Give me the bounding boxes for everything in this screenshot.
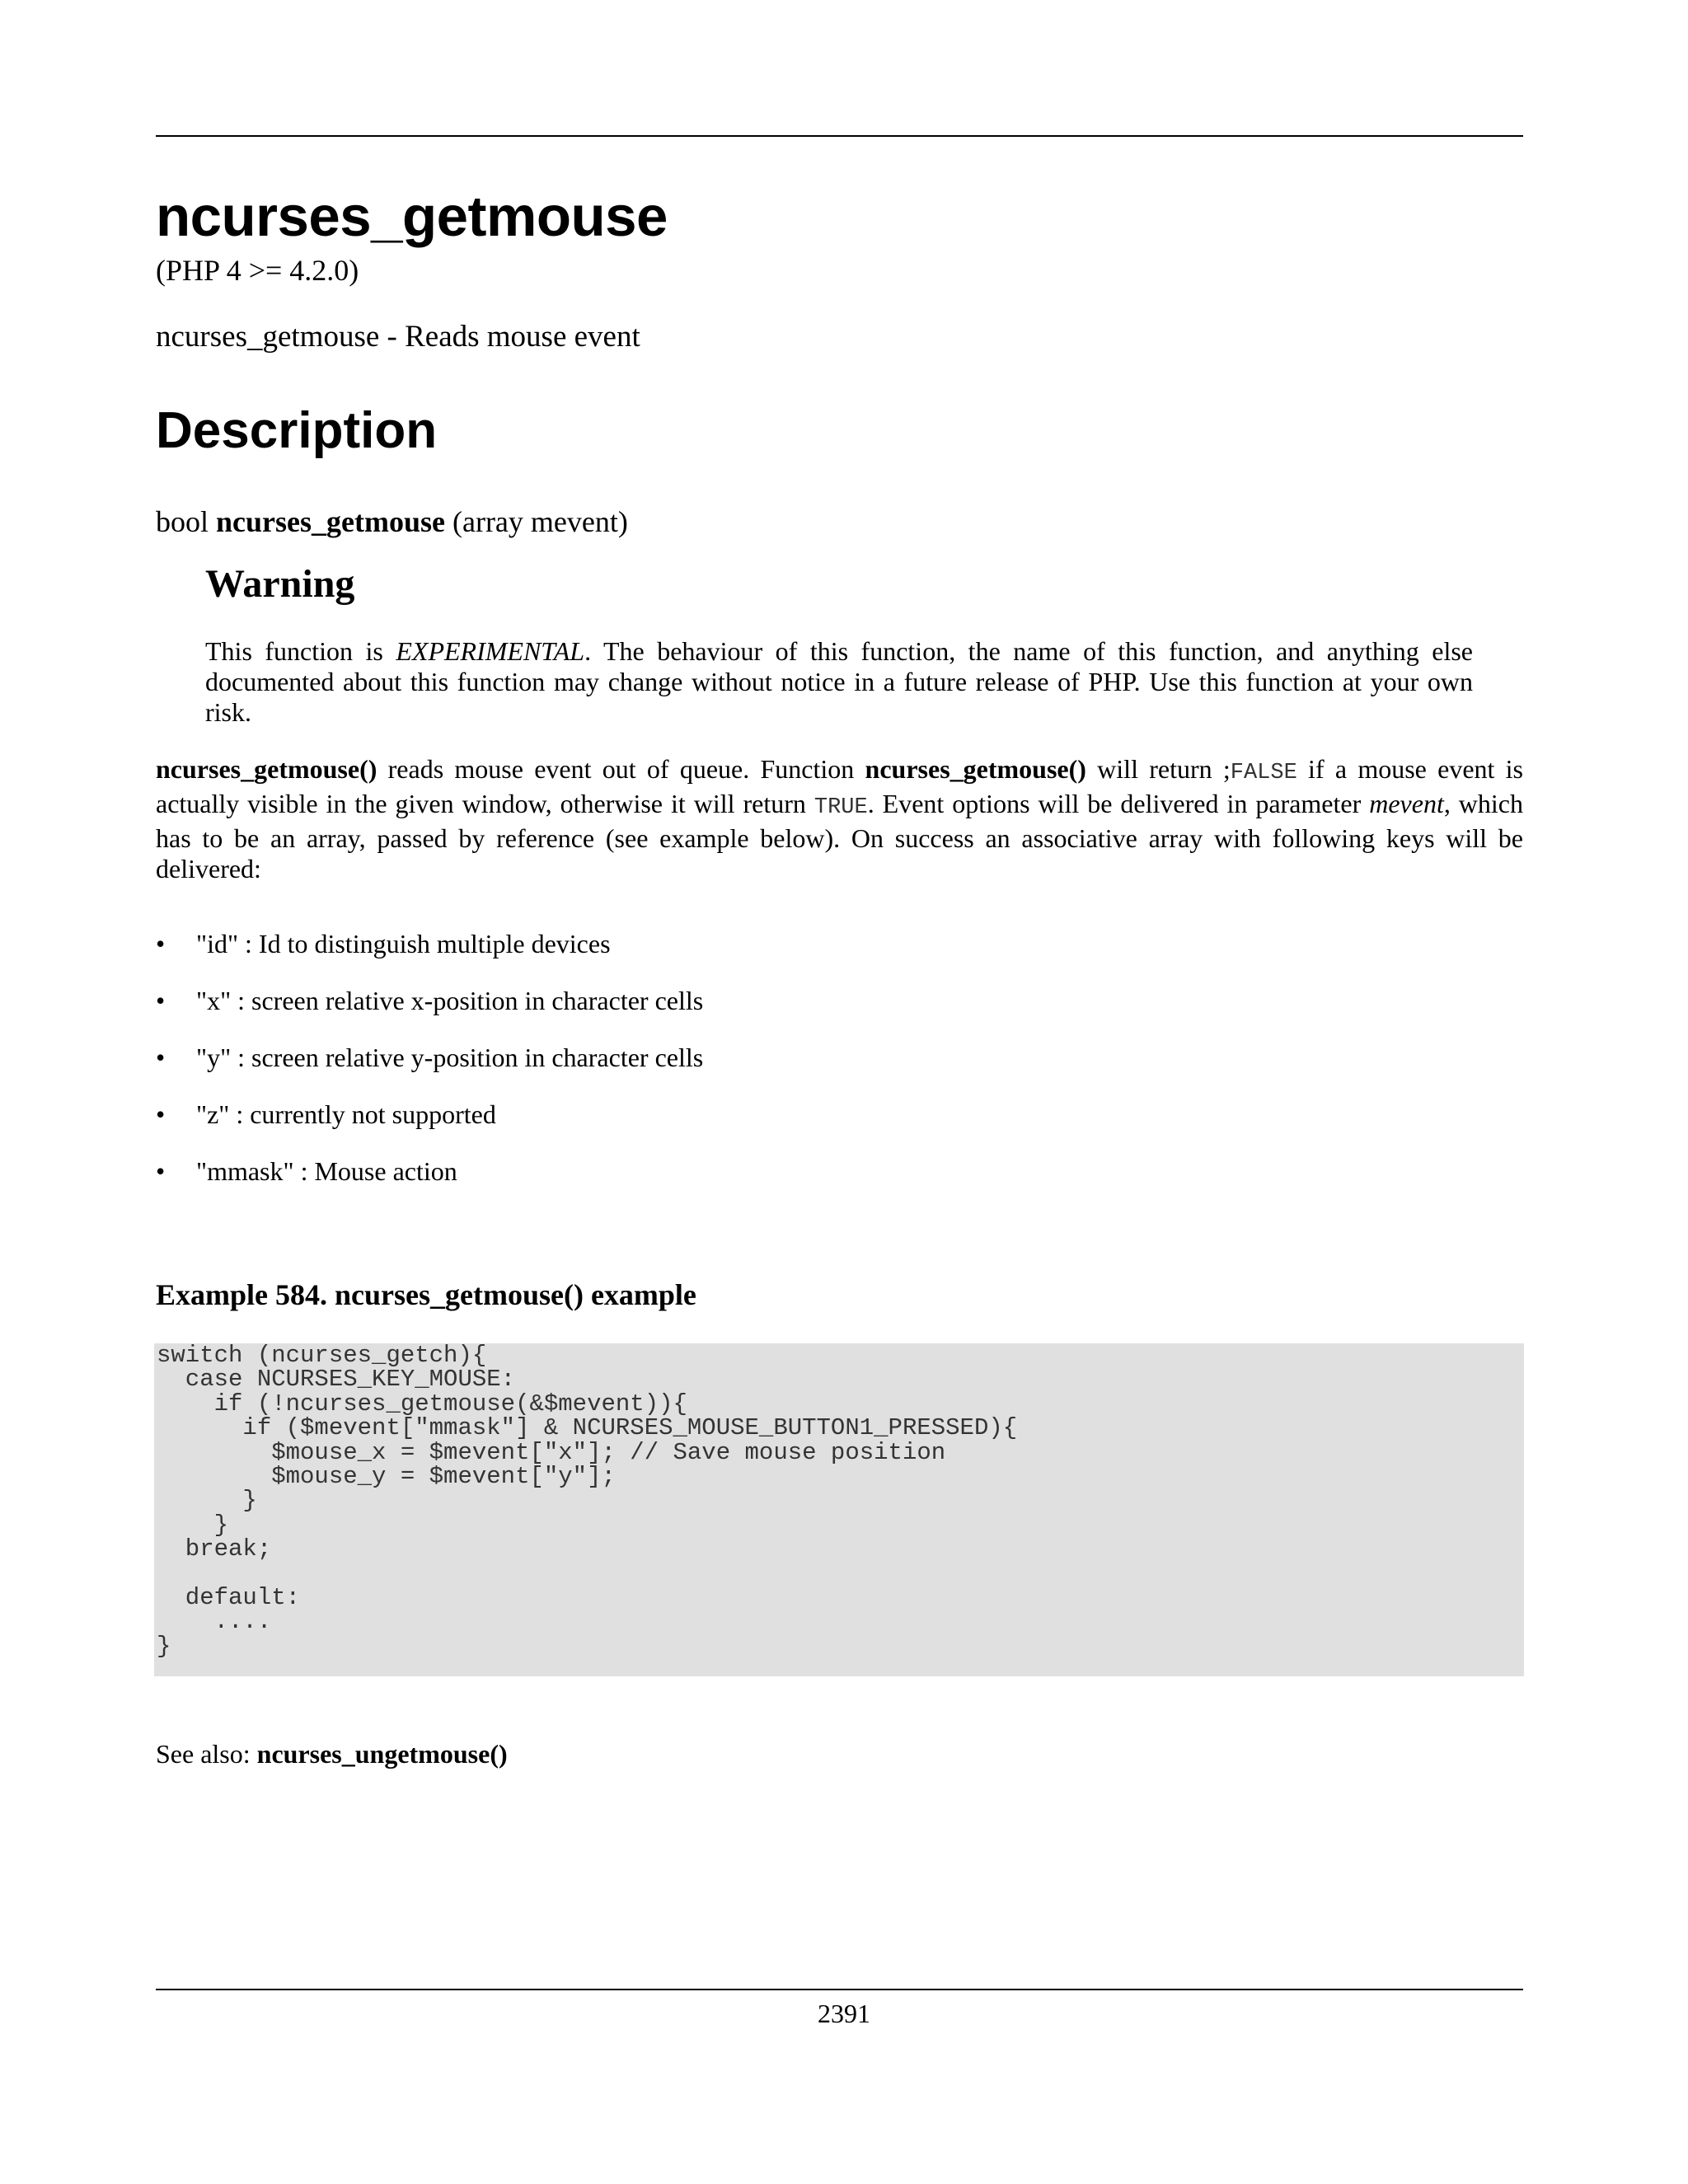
false-constant: FALSE [1230, 761, 1297, 785]
bullet-icon: • [156, 986, 166, 1015]
warning-text [205, 636, 1473, 728]
list-item [156, 929, 1475, 959]
bullet-icon: • [156, 1099, 166, 1129]
page-number: 2391 [818, 1999, 870, 2028]
list-item [156, 1099, 1475, 1130]
list-item-text: "y" : screen relative y-position in character cells [196, 1043, 704, 1072]
list-item [156, 1156, 1475, 1187]
synopsis-params: (array mevent) [452, 505, 628, 538]
true-constant: TRUE [814, 795, 868, 820]
ref-purpose: ncurses_getmouse - Reads mouse event [156, 320, 640, 354]
version-info: (PHP 4 >= 4.2.0) [156, 254, 359, 287]
keys-list [156, 929, 1475, 1213]
list-item [156, 986, 1475, 1016]
bullet-icon: • [156, 1156, 166, 1186]
warning-heading: Warning [205, 562, 355, 606]
para-text-1: reads mouse event out of queue. Function [377, 754, 865, 784]
synopsis-function-name: ncurses_getmouse [216, 505, 445, 538]
see-also [156, 1740, 508, 1769]
bullet-icon: • [156, 1043, 166, 1072]
synopsis-return-type: bool [156, 505, 209, 538]
para-text-2: will return ; [1085, 754, 1231, 784]
para-text-3: if a mouse event is actually visible in the given window, otherwise it will return [156, 754, 1524, 818]
list-item [156, 1043, 1475, 1073]
function-ref-1: ncurses_getmouse() [156, 754, 377, 784]
header-rule [156, 135, 1523, 137]
list-item-text: "x" : screen relative x-position in character cells [196, 986, 704, 1015]
page-title: ncurses_getmouse [156, 185, 668, 248]
param-mevent: mevent [1369, 789, 1444, 818]
list-item-text: "mmask" : Mouse action [196, 1156, 457, 1186]
warning-experimental: EXPERIMENTAL [396, 636, 585, 666]
para-text-5: , which has to be an array, passed by reference (see example below). On success an associative array with following keys will be delivered: [156, 789, 1524, 883]
warning-text-before: This function is [205, 636, 396, 666]
bullet-icon: • [156, 929, 166, 958]
code-listing: switch (ncurses_getch){ case NCURSES_KEY_MOUSE: if (!ncurses_getmouse(&$mevent)){ if ($mevent["mmask"] & NCURSES_MOUSE_BUTTON1_PRESSED){ $mouse_x = $mevent["x"]; // Save mouse position $mouse_y = $mevent["y"]; } } break; default: .... } [157, 1342, 1018, 1660]
code-example [154, 1343, 1524, 1676]
description-paragraph [156, 754, 1523, 884]
warning-text-after: . The behaviour of this function, the name of this function, and anything else documented about this function may change without notice in a future release of PHP. Use this function at your own risk. [205, 636, 1474, 727]
para-text-4: . Event options will be delivered in parameter [867, 789, 1370, 818]
function-ref-2: ncurses_getmouse() [865, 754, 1086, 784]
see-also-link[interactable]: ncurses_ungetmouse() [256, 1739, 508, 1769]
list-item-text: "id" : Id to distinguish multiple devices [196, 929, 611, 958]
description-heading: Description [156, 402, 438, 459]
list-item-text: "z" : currently not supported [196, 1099, 496, 1129]
footer-rule [156, 1989, 1523, 1990]
see-also-label: See also: [156, 1739, 257, 1769]
example-title: Example 584. ncurses_getmouse() example [156, 1278, 696, 1311]
function-synopsis [156, 506, 628, 539]
